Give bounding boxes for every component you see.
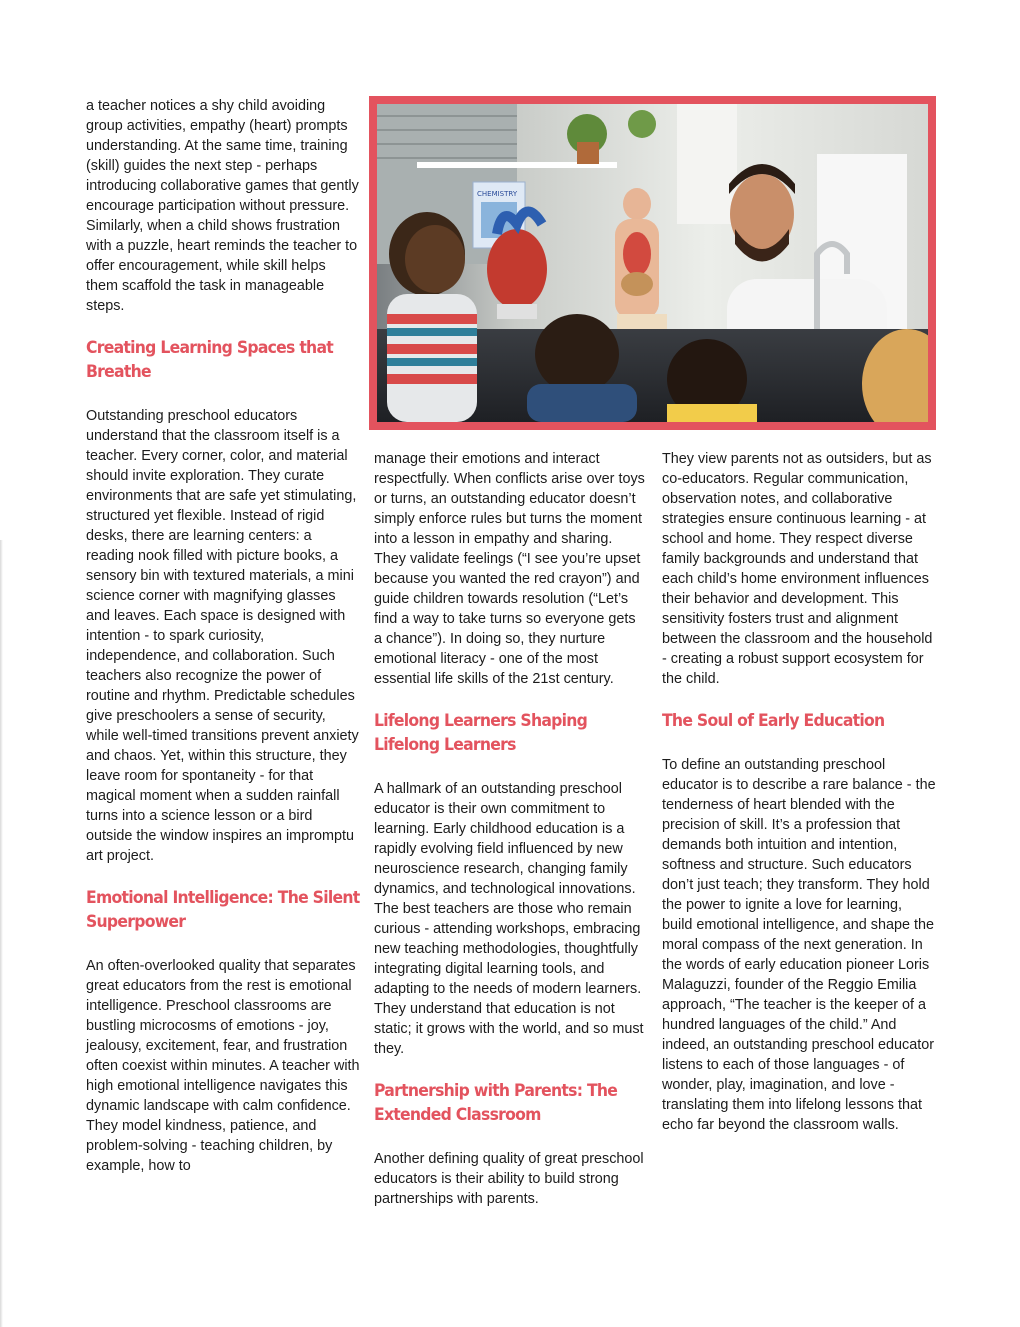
parents-paragraph: They view parents not as outsiders, but as co-educators. Regular communication, observation notes, and collaborative strategies ensure continuous learning - at school and home. They respect diverse family backgrounds and understand that each child’s home environment influences their behavior and development. This sensitivity fosters trust and alignment between the classroom and the household - creating a robust support ecosystem for the child. xyxy=(662,451,933,687)
classroom-photo-frame xyxy=(369,96,936,430)
page-edge-shadow xyxy=(0,540,3,1327)
heading-lifelong-learners: Lifelong Learners Shaping Lifelong Learners xyxy=(374,711,588,755)
emotional-intelligence-paragraph: An often-overlooked quality that separates great educators from the rest is emotional intelligence. Preschool classrooms are bustling microcosms of emotions - joy, jealousy, excitement, fear, and frustration often coexist within minutes. A teacher with high emotional intelligence navigates this dynamic landscape with calm confidence. They model kindness, patience, and problem-solving - teaching children, by example, how to xyxy=(86,958,360,1174)
partnership-paragraph: Another defining quality of great preschool educators is their ability to build strong partnerships with parents. xyxy=(374,1151,644,1207)
poster-text: CHEMISTRY xyxy=(477,190,518,198)
heading-soul-of-education: The Soul of Early Education xyxy=(662,711,885,731)
soul-paragraph: To define an outstanding preschool educator is to describe a rare balance - the tenderness of heart blended with the precision of skill. It’s a profession that demands both intuition and intention, softness and structure. Such educators don’t just teach; they transform. They hold the power to ignite a love for learning, build emotional intelligence, and shape the moral compass of the next generation. In the words of early education pioneer Loris Malaguzzi, founder of the Reggio Emilia approach, “The teacher is the keeper of a hundred languages of the child.” And indeed, an outstanding preschool educator listens to each of those languages - of wonder, play, imagination, and love - translating them into lifelong lessons that echo far beyond the classroom walls. xyxy=(662,757,936,1133)
column-2 xyxy=(374,449,646,1209)
intro-paragraph: a teacher notices a shy child avoiding group activities, empathy (heart) prompts understanding. At the same time, training (skill) guides the next step - perhaps introducing collaborative games that gently encourage participation without pressure. Similarly, when a child shows frustration with a puzzle, heart reminds the teacher to offer encouragement, while skill helps them scaffold the task in manageable steps. xyxy=(86,98,359,314)
heading-learning-spaces: Creating Learning Spaces that Breathe xyxy=(86,338,334,382)
heading-partnership: Partnership with Parents: The Extended Classroom xyxy=(374,1081,618,1125)
column-3 xyxy=(662,449,936,1135)
classroom-photo xyxy=(377,104,928,422)
column-1 xyxy=(86,96,360,1176)
heading-emotional-intelligence: Emotional Intelligence: The Silent Superpower xyxy=(86,888,360,932)
conflict-paragraph: manage their emotions and interact respectfully. When conflicts arise over toys or turns, an outstanding educator doesn’t simply enforce rules but turns the moment into a lesson in empathy and sharing. They validate feelings (“I see you’re upset because you wanted the red crayon”) and guide children towards resolution (“Let’s find a way to take turns so everyone gets a chance”). In doing so, they nurture emotional literacy - one of the most essential life skills of the 21st century. xyxy=(374,451,645,687)
lifelong-learners-paragraph: A hallmark of an outstanding preschool educator is their own commitment to learning. Early childhood education is a rapidly evolving field influenced by new neuroscience research, changing family dynamics, and technological innovations. The best teachers are those who remain curious - attending workshops, embracing new teaching methodologies, thoughtfully integrating digital learning tools, and adapting to the needs of modern learners. They understand that education is not static; it grows with the world, and so must they. xyxy=(374,781,644,1057)
learning-spaces-paragraph: Outstanding preschool educators understand that the classroom itself is a teacher. Every corner, color, and material should invite exploration. They curate environments that are safe yet stimulating, structured yet flexible. Instead of rigid desks, there are learning centers: a reading nook filled with picture books, a sensory bin with textured materials, a mini science corner with magnifying glasses and leaves. Each space is designed with intention - to spark curiosity, independence, and collaboration. Such teachers also recognize the power of routine and rhythm. Predictable schedules give preschoolers a sense of security, while well-timed transitions prevent anxiety and chaos. Yet, within this structure, they leave room for spontaneity - for that magical moment when a sudden rainfall turns into a science lesson or a bird outside the window inspires an impromptu art project. xyxy=(86,408,359,864)
